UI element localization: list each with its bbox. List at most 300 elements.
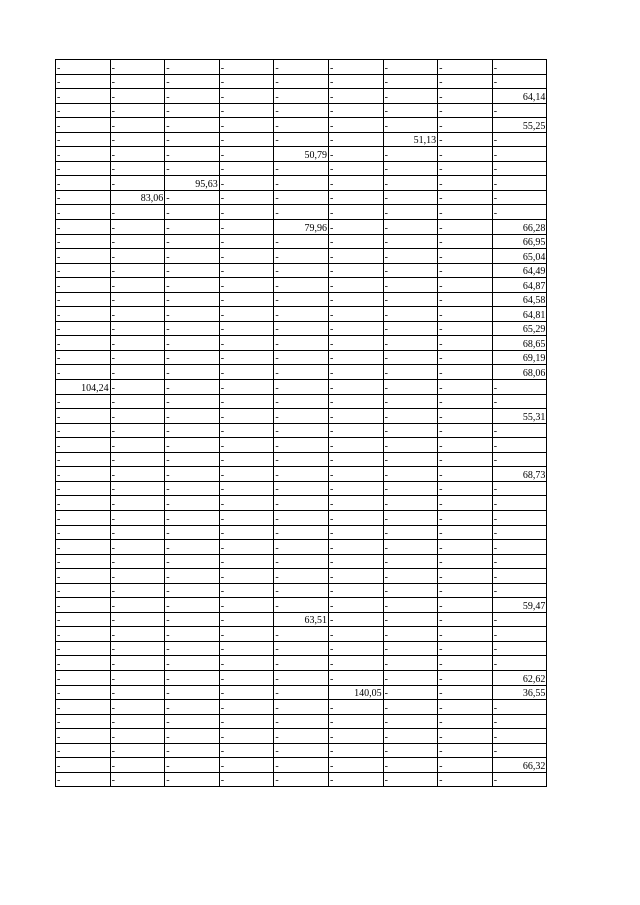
table-cell: - — [219, 525, 274, 540]
table-cell: 95,63 — [165, 176, 220, 191]
table-cell: - — [219, 743, 274, 758]
table-cell: - — [219, 89, 274, 104]
table-cell: - — [438, 423, 493, 438]
table-cell: - — [110, 452, 165, 467]
table-cell: - — [383, 772, 438, 787]
table-row — [56, 467, 547, 482]
table-cell: - — [328, 350, 383, 365]
table-cell: - — [110, 161, 165, 176]
table-row — [56, 292, 547, 307]
table-cell: - — [328, 729, 383, 744]
table-cell: - — [438, 641, 493, 656]
table-cell: - — [274, 249, 329, 264]
table-cell: - — [274, 423, 329, 438]
table-cell: - — [56, 525, 111, 540]
table-cell: - — [492, 714, 547, 729]
table-row — [56, 569, 547, 584]
table-row — [56, 481, 547, 496]
table-cell: - — [274, 350, 329, 365]
table-row — [56, 249, 547, 264]
table-cell: - — [219, 74, 274, 89]
table-cell: - — [110, 772, 165, 787]
table-cell: - — [274, 161, 329, 176]
table-cell: - — [328, 220, 383, 235]
table-cell: - — [438, 438, 493, 453]
table-cell: 65,04 — [492, 249, 547, 264]
table-cell: - — [492, 380, 547, 395]
table-cell: - — [165, 220, 220, 235]
table-cell: - — [438, 118, 493, 133]
table-cell: - — [165, 540, 220, 555]
table-cell: - — [219, 510, 274, 525]
table-cell: 63,51 — [274, 612, 329, 627]
table-cell: - — [438, 60, 493, 75]
table-cell: - — [328, 714, 383, 729]
table-cell: - — [165, 452, 220, 467]
table-cell: - — [274, 481, 329, 496]
table-cell: - — [110, 380, 165, 395]
table-cell: - — [56, 307, 111, 322]
table-cell: 55,25 — [492, 118, 547, 133]
table-cell: - — [274, 336, 329, 351]
table-cell: - — [165, 118, 220, 133]
table-cell: - — [492, 132, 547, 147]
table-cell: - — [110, 583, 165, 598]
table-cell: - — [56, 641, 111, 656]
table-cell: - — [110, 220, 165, 235]
table-cell: - — [438, 132, 493, 147]
table-cell: - — [328, 525, 383, 540]
table-cell: - — [165, 380, 220, 395]
table-cell: - — [492, 583, 547, 598]
table-cell: - — [165, 292, 220, 307]
table-cell: - — [219, 190, 274, 205]
table-cell: - — [219, 452, 274, 467]
table-cell: - — [438, 700, 493, 715]
table-cell: - — [274, 205, 329, 220]
table-cell: - — [438, 89, 493, 104]
table-cell: - — [328, 74, 383, 89]
table-cell: - — [492, 612, 547, 627]
table-cell: 79,96 — [274, 220, 329, 235]
table-cell: 55,31 — [492, 409, 547, 424]
table-cell: - — [165, 670, 220, 685]
table-cell: - — [56, 743, 111, 758]
table-cell: - — [328, 772, 383, 787]
table-cell: - — [492, 627, 547, 642]
table-cell: - — [383, 190, 438, 205]
table-cell: - — [328, 205, 383, 220]
table-cell: - — [219, 700, 274, 715]
table-cell: - — [438, 147, 493, 162]
table-cell: - — [110, 176, 165, 191]
table-cell: - — [438, 467, 493, 482]
table-cell: - — [438, 220, 493, 235]
table-cell: - — [110, 249, 165, 264]
table-row — [56, 685, 547, 700]
table-cell: - — [438, 380, 493, 395]
table-cell: - — [383, 249, 438, 264]
table-cell: - — [274, 772, 329, 787]
table-cell: - — [219, 685, 274, 700]
table-cell: - — [328, 583, 383, 598]
table-row — [56, 176, 547, 191]
table-row — [56, 438, 547, 453]
table-cell: - — [219, 103, 274, 118]
table-cell: - — [328, 641, 383, 656]
table-cell: - — [438, 263, 493, 278]
table-cell: - — [165, 307, 220, 322]
table-cell: - — [492, 772, 547, 787]
table-cell: - — [219, 714, 274, 729]
table-row — [56, 74, 547, 89]
table-cell: - — [165, 321, 220, 336]
table-cell: - — [383, 525, 438, 540]
table-cell: - — [328, 554, 383, 569]
table-cell: - — [328, 423, 383, 438]
table-cell: - — [56, 292, 111, 307]
table-cell: - — [274, 627, 329, 642]
table-cell: - — [492, 510, 547, 525]
table-cell: - — [165, 685, 220, 700]
table-cell: - — [438, 336, 493, 351]
table-cell: - — [328, 452, 383, 467]
table-cell: - — [219, 438, 274, 453]
table-cell: - — [328, 249, 383, 264]
table-cell: - — [383, 89, 438, 104]
table-cell: - — [56, 409, 111, 424]
table-cell: 64,81 — [492, 307, 547, 322]
table-row — [56, 132, 547, 147]
table-cell: - — [110, 118, 165, 133]
table-cell: - — [165, 438, 220, 453]
table-row — [56, 700, 547, 715]
table-cell: - — [56, 147, 111, 162]
table-row — [56, 670, 547, 685]
table-cell: - — [438, 278, 493, 293]
table-cell: - — [438, 176, 493, 191]
table-cell: - — [328, 656, 383, 671]
table-cell: - — [383, 641, 438, 656]
table-cell: - — [438, 627, 493, 642]
table-row — [56, 394, 547, 409]
table-cell: - — [383, 60, 438, 75]
table-cell: - — [328, 60, 383, 75]
table-cell: - — [56, 220, 111, 235]
table-cell: - — [110, 670, 165, 685]
table-cell: - — [328, 627, 383, 642]
table-cell: - — [56, 234, 111, 249]
table-cell: 83,06 — [110, 190, 165, 205]
table-cell: - — [219, 118, 274, 133]
table-cell: - — [274, 525, 329, 540]
table-cell: - — [328, 89, 383, 104]
table-row — [56, 118, 547, 133]
table-cell: - — [110, 423, 165, 438]
table-cell: - — [56, 321, 111, 336]
table-cell: - — [328, 438, 383, 453]
table-cell: - — [219, 307, 274, 322]
table-cell: - — [274, 714, 329, 729]
table-cell: - — [56, 103, 111, 118]
table-cell: - — [383, 161, 438, 176]
table-cell: - — [165, 700, 220, 715]
table-cell: - — [274, 729, 329, 744]
table-cell: - — [438, 496, 493, 511]
table-cell: - — [274, 583, 329, 598]
table-cell: - — [219, 758, 274, 773]
table-cell: 59,47 — [492, 598, 547, 613]
table-cell: - — [56, 350, 111, 365]
table-cell: - — [328, 234, 383, 249]
table-cell: - — [328, 321, 383, 336]
table-row — [56, 743, 547, 758]
table-cell: - — [110, 685, 165, 700]
table-row — [56, 190, 547, 205]
table-cell: - — [110, 641, 165, 656]
table-row — [56, 234, 547, 249]
table-row — [56, 89, 547, 104]
table-cell: - — [165, 205, 220, 220]
table-cell: - — [165, 656, 220, 671]
table-cell: - — [219, 496, 274, 511]
table-cell: - — [56, 394, 111, 409]
table-cell: - — [274, 118, 329, 133]
table-cell: - — [438, 729, 493, 744]
table-row — [56, 598, 547, 613]
table-cell: - — [274, 540, 329, 555]
table-cell: - — [110, 263, 165, 278]
table-row — [56, 583, 547, 598]
table-cell: - — [383, 147, 438, 162]
table-cell: - — [165, 423, 220, 438]
table-cell: - — [56, 205, 111, 220]
table-cell: - — [56, 496, 111, 511]
table-cell: 64,49 — [492, 263, 547, 278]
table-cell: - — [328, 409, 383, 424]
table-cell: - — [383, 598, 438, 613]
table-cell: - — [383, 409, 438, 424]
table-cell: - — [219, 772, 274, 787]
table-cell: 69,19 — [492, 350, 547, 365]
table-cell: - — [328, 467, 383, 482]
table-cell: 140,05 — [328, 685, 383, 700]
table-row — [56, 350, 547, 365]
table-cell: - — [219, 336, 274, 351]
table-cell: - — [165, 598, 220, 613]
table-cell: - — [383, 220, 438, 235]
table-cell: - — [110, 714, 165, 729]
table-cell: - — [56, 714, 111, 729]
table-cell: - — [383, 321, 438, 336]
table-row — [56, 627, 547, 642]
table-cell: - — [219, 263, 274, 278]
table-cell: - — [110, 540, 165, 555]
table-row — [56, 510, 547, 525]
table-cell: - — [56, 656, 111, 671]
table-cell: - — [219, 481, 274, 496]
table-cell: - — [56, 510, 111, 525]
table-row — [56, 758, 547, 773]
table-cell: - — [438, 569, 493, 584]
table-cell: - — [219, 278, 274, 293]
table-cell: - — [328, 569, 383, 584]
table-cell: - — [56, 190, 111, 205]
table-cell: - — [438, 685, 493, 700]
table-cell: - — [438, 772, 493, 787]
table-cell: - — [383, 670, 438, 685]
table-cell: - — [165, 350, 220, 365]
table-row — [56, 220, 547, 235]
table-row — [56, 205, 547, 220]
table-cell: - — [219, 423, 274, 438]
table-cell: - — [492, 729, 547, 744]
table-cell: - — [383, 656, 438, 671]
table-cell: - — [492, 147, 547, 162]
table-cell: - — [165, 510, 220, 525]
table-cell: - — [438, 350, 493, 365]
table-cell: - — [274, 758, 329, 773]
table-cell: - — [328, 510, 383, 525]
table-cell: - — [274, 467, 329, 482]
table-cell: - — [274, 292, 329, 307]
table-cell: - — [165, 161, 220, 176]
table-cell: - — [56, 365, 111, 380]
table-cell: - — [438, 103, 493, 118]
table-cell: - — [383, 336, 438, 351]
table-cell: - — [274, 307, 329, 322]
table-cell: - — [165, 89, 220, 104]
table-cell: - — [274, 263, 329, 278]
table-cell: - — [438, 74, 493, 89]
table-cell: - — [274, 394, 329, 409]
table-cell: - — [438, 758, 493, 773]
table-body — [56, 60, 547, 787]
table-cell: - — [438, 394, 493, 409]
table-cell: - — [56, 60, 111, 75]
table-cell: - — [56, 627, 111, 642]
table-cell: - — [219, 612, 274, 627]
table-cell: - — [438, 321, 493, 336]
table-cell: - — [438, 525, 493, 540]
table-cell: - — [110, 89, 165, 104]
table-cell: - — [274, 438, 329, 453]
table-cell: - — [438, 714, 493, 729]
table-cell: - — [110, 598, 165, 613]
table-cell: - — [383, 118, 438, 133]
table-cell: - — [56, 670, 111, 685]
table-cell: - — [110, 525, 165, 540]
table-row — [56, 409, 547, 424]
table-row — [56, 365, 547, 380]
table-cell: - — [56, 729, 111, 744]
table-cell: - — [383, 510, 438, 525]
table-cell: - — [274, 380, 329, 395]
table-cell: - — [165, 569, 220, 584]
table-cell: - — [219, 409, 274, 424]
table-cell: - — [328, 161, 383, 176]
table-cell: - — [492, 525, 547, 540]
table-cell: - — [274, 103, 329, 118]
table-cell: - — [56, 74, 111, 89]
table-cell: - — [56, 569, 111, 584]
table-cell: - — [383, 729, 438, 744]
table-cell: - — [56, 467, 111, 482]
table-cell: - — [219, 249, 274, 264]
table-cell: 64,58 — [492, 292, 547, 307]
table-cell: - — [56, 598, 111, 613]
table-cell: - — [383, 540, 438, 555]
table-cell: - — [383, 365, 438, 380]
table-cell: - — [274, 452, 329, 467]
table-cell: - — [110, 496, 165, 511]
table-cell: - — [438, 670, 493, 685]
table-cell: - — [328, 292, 383, 307]
table-cell: - — [165, 714, 220, 729]
table-cell: - — [383, 74, 438, 89]
table-cell: - — [274, 234, 329, 249]
table-cell: - — [383, 452, 438, 467]
table-row — [56, 380, 547, 395]
table-cell: - — [383, 554, 438, 569]
table-cell: - — [274, 496, 329, 511]
table-cell: - — [110, 365, 165, 380]
table-cell: 104,24 — [56, 380, 111, 395]
table-cell: - — [383, 627, 438, 642]
table-cell: - — [383, 569, 438, 584]
table-cell: - — [110, 205, 165, 220]
table-cell: - — [56, 336, 111, 351]
table-cell: - — [274, 365, 329, 380]
table-cell: - — [383, 176, 438, 191]
table-cell: - — [56, 118, 111, 133]
table-cell: - — [328, 103, 383, 118]
table-cell: - — [219, 540, 274, 555]
table-cell: - — [383, 292, 438, 307]
table-cell: 66,28 — [492, 220, 547, 235]
table-cell: 68,06 — [492, 365, 547, 380]
table-cell: - — [274, 598, 329, 613]
table-cell: - — [219, 656, 274, 671]
table-cell: - — [383, 423, 438, 438]
table-cell: - — [165, 263, 220, 278]
table-row — [56, 60, 547, 75]
table-cell: - — [383, 234, 438, 249]
table-cell: - — [492, 74, 547, 89]
table-cell: - — [383, 205, 438, 220]
table-cell: - — [383, 380, 438, 395]
table-cell: - — [274, 89, 329, 104]
table-cell: - — [438, 452, 493, 467]
table-cell: - — [328, 394, 383, 409]
table-cell: - — [438, 365, 493, 380]
table-cell: - — [328, 540, 383, 555]
table-cell: - — [438, 205, 493, 220]
table-cell: - — [328, 380, 383, 395]
table-cell: - — [56, 540, 111, 555]
table-cell: - — [56, 481, 111, 496]
table-cell: - — [328, 743, 383, 758]
table-cell: - — [219, 205, 274, 220]
table-cell: - — [328, 612, 383, 627]
table-cell: - — [219, 554, 274, 569]
table-cell: - — [56, 700, 111, 715]
table-row — [56, 263, 547, 278]
table-cell: - — [56, 452, 111, 467]
table-row — [56, 423, 547, 438]
table-cell: - — [56, 263, 111, 278]
table-cell: - — [110, 729, 165, 744]
